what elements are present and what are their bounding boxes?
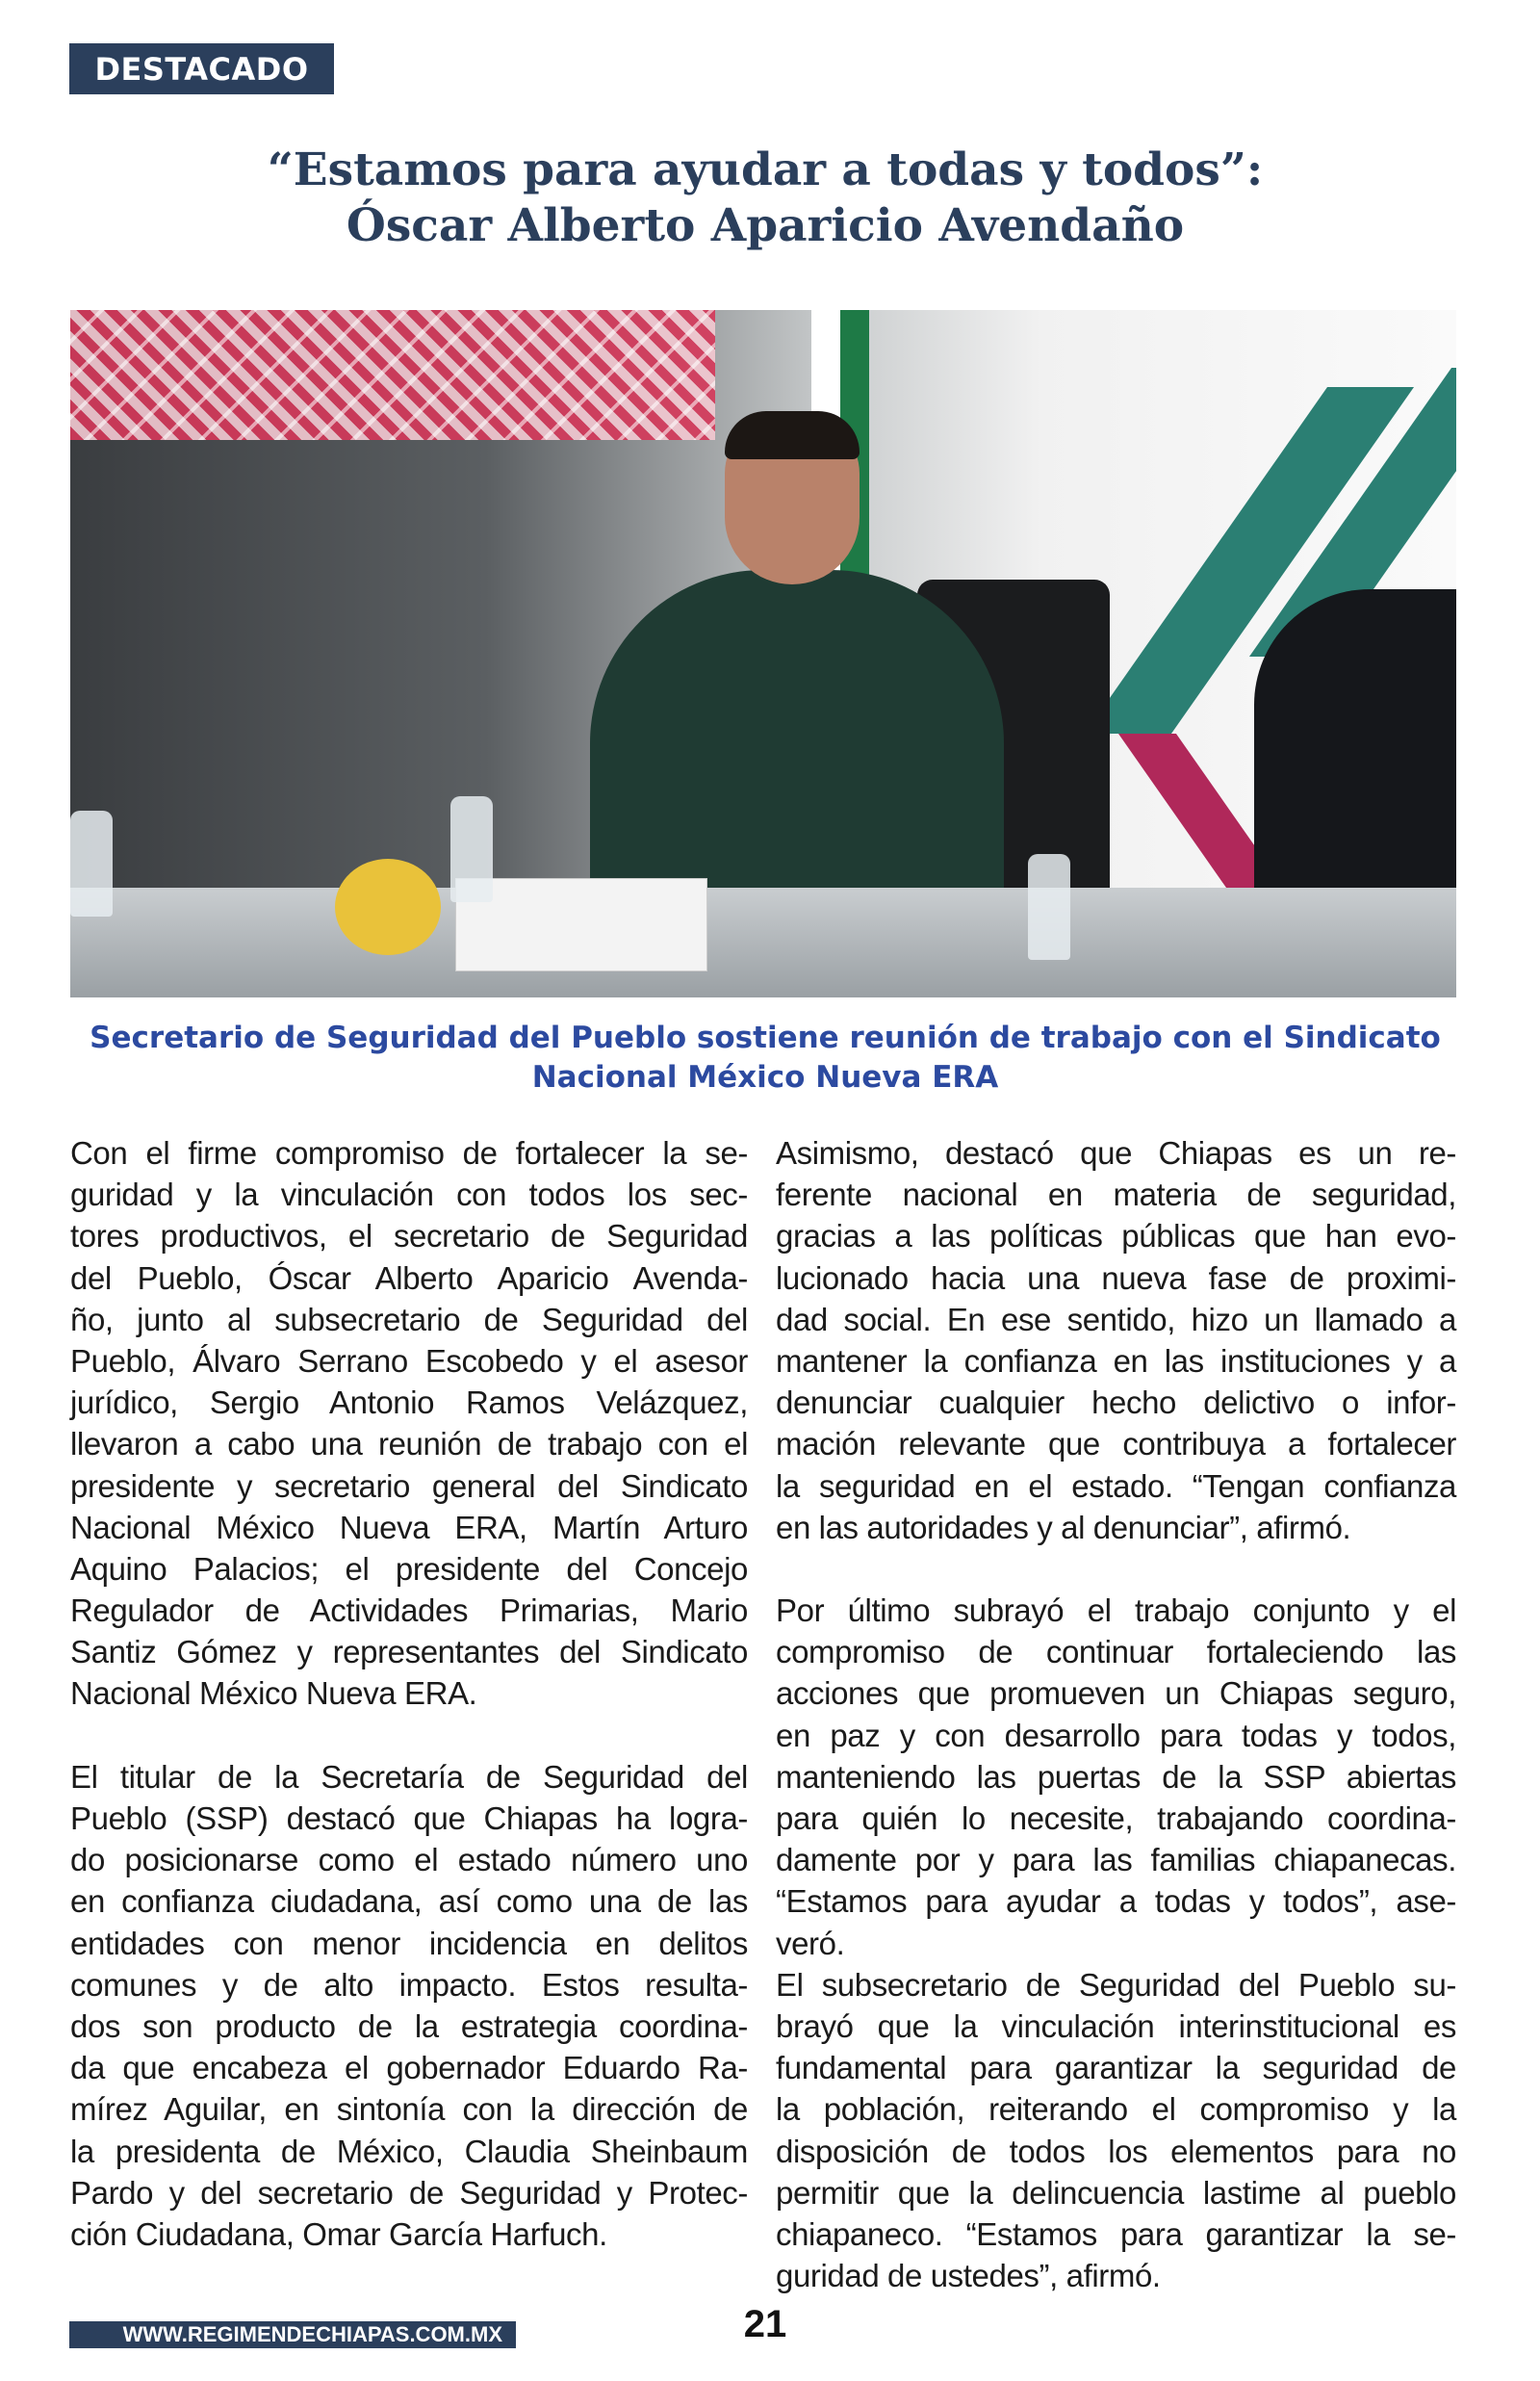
right-column (776, 1132, 1456, 2296)
text-line: dos son producto de la estrategia coordina- (70, 2007, 748, 2044)
text-line: presidente y secretario general del Sindicato (70, 1467, 748, 1504)
text-line: dad social. En ese sentido, hizo un llamado a (776, 1301, 1456, 1337)
headline-line-2: Óscar Alberto Aparicio Avendaño (346, 199, 1185, 252)
caption-line-1: Secretario de Seguridad del Pueblo sostiene reunión de trabajo con el Sindicato (90, 1021, 1441, 1055)
text-line: Nacional México Nueva ERA, Martín Arturo (70, 1509, 748, 1545)
page-number: 21 (743, 2303, 787, 2345)
text-line: da que encabeza el gobernador Eduardo Ra- (70, 2050, 748, 2086)
text-line: gracias a las políticas públicas que han evo- (776, 1218, 1456, 1255)
article-photo (70, 310, 1456, 997)
text-line: la población, reiterando el compromiso y la (776, 2091, 1456, 2128)
paragraph (776, 1132, 1456, 1548)
pattern-overlay (70, 310, 715, 440)
headline-line-1: “Estamos para ayudar a todas y todos”: (267, 143, 1264, 196)
paragraph (776, 1964, 1456, 2297)
text-line: Asimismo, destacó que Chiapas es un re- (776, 1135, 1456, 1171)
text-line: brayó que la vinculación interinstitucional es (776, 2007, 1456, 2044)
water-bottle (1028, 854, 1070, 960)
text-line: la seguridad en el estado. “Tengan confianza (776, 1467, 1456, 1504)
text-line: damente por y para las familias chiapanecas. (776, 1842, 1456, 1878)
text-line: veró. (776, 1925, 845, 1961)
text-line: Nacional México Nueva ERA. (70, 1675, 477, 1712)
meeting-table (70, 888, 1456, 997)
text-line: tores productivos, el secretario de Seguridad (70, 1218, 748, 1255)
text-line: ño, junto al subsecretario de Seguridad del (70, 1301, 748, 1337)
text-line: comunes y de alto impacto. Estos resulta- (70, 1966, 748, 2003)
left-column (70, 1132, 748, 2255)
text-line: Pueblo (SSP) destacó que Chiapas ha logra- (70, 1800, 748, 1836)
text-line: ción Ciudadana, Omar García Harfuch. (70, 2215, 607, 2252)
speaker-hair (725, 411, 860, 459)
nameplate (455, 878, 707, 971)
caption-line-2: Nacional México Nueva ERA (531, 1060, 999, 1095)
water-bottle (70, 811, 113, 917)
text-line: do posicionarse como el estado número uno (70, 1842, 748, 1878)
paragraph (70, 1132, 748, 1715)
photo-caption (0, 1019, 1530, 1098)
text-line: denunciar cualquier hecho delictivo o infor- (776, 1385, 1456, 1421)
website-link[interactable]: WWW.REGIMENDECHIAPAS.COM.MX (69, 2321, 516, 2348)
text-line: llevaron a cabo una reunión de trabajo con el (70, 1426, 748, 1462)
text-line: permitir que la delincuencia lastime al pueblo (776, 2174, 1456, 2211)
text-line: disposición de todos los elementos para no (776, 2133, 1456, 2169)
text-line: jurídico, Sergio Antonio Ramos Velázquez, (70, 1385, 748, 1421)
text-line: El titular de la Secretaría de Seguridad del (70, 1758, 748, 1795)
text-line: Santiz Gómez y representantes del Sindicato (70, 1634, 748, 1670)
paragraph (70, 1756, 748, 2255)
text-line: Pardo y del secretario de Seguridad y Protec- (70, 2174, 748, 2211)
text-line: lucionado hacia una nueva fase de proximi- (776, 1259, 1456, 1296)
text-line: “Estamos para ayudar a todas y todos”, ase- (776, 1883, 1456, 1920)
text-line: para quién lo necesite, trabajando coordina- (776, 1800, 1456, 1836)
text-line: manteniendo las puertas de la SSP abiertas (776, 1758, 1456, 1795)
section-badge: DESTACADO (69, 43, 334, 94)
text-line: la presidenta de México, Claudia Sheinbaum (70, 2133, 748, 2169)
text-line: Pueblo, Álvaro Serrano Escobedo y el asesor (70, 1342, 748, 1379)
text-line: entidades con menor incidencia en delitos (70, 1925, 748, 1961)
text-line: Aquino Palacios; el presidente del Concejo (70, 1550, 748, 1587)
text-line: del Pueblo, Óscar Alberto Aparicio Avenda- (70, 1259, 748, 1296)
text-line: guridad y la vinculación con todos los sec- (70, 1177, 748, 1213)
text-line: Regulador de Actividades Primarias, Mario (70, 1592, 748, 1629)
text-line: en paz y con desarrollo para todas y todos, (776, 1717, 1456, 1753)
text-line: compromiso de continuar fortaleciendo las (776, 1634, 1456, 1670)
text-line: Con el firme compromiso de fortalecer la se- (70, 1135, 748, 1171)
text-line: fundamental para garantizar la seguridad de (776, 2050, 1456, 2086)
text-line: en confianza ciudadana, así como una de las (70, 1883, 748, 1920)
text-line: Por último subrayó el trabajo conjunto y el (776, 1592, 1456, 1629)
text-line: guridad de ustedes”, afirmó. (776, 2258, 1161, 2294)
water-bottle (450, 796, 493, 902)
text-line: El subsecretario de Seguridad del Pueblo su- (776, 1966, 1456, 2003)
headline (0, 142, 1530, 254)
text-line: en las autoridades y al denunciar”, afirmó. (776, 1509, 1351, 1545)
text-line: mación relevante que contribuya a fortalecer (776, 1426, 1456, 1462)
text-line: acciones que promueven un Chiapas seguro, (776, 1675, 1456, 1712)
text-line: mantener la confianza en las instituciones y a (776, 1342, 1456, 1379)
jaguar-mask (335, 859, 441, 955)
text-line: chiapaneco. “Estamos para garantizar la se- (776, 2215, 1456, 2252)
text-line: mírez Aguilar, en sintonía con la dirección de (70, 2091, 748, 2128)
paragraph (776, 1590, 1456, 1964)
text-line: ferente nacional en materia de seguridad, (776, 1177, 1456, 1213)
